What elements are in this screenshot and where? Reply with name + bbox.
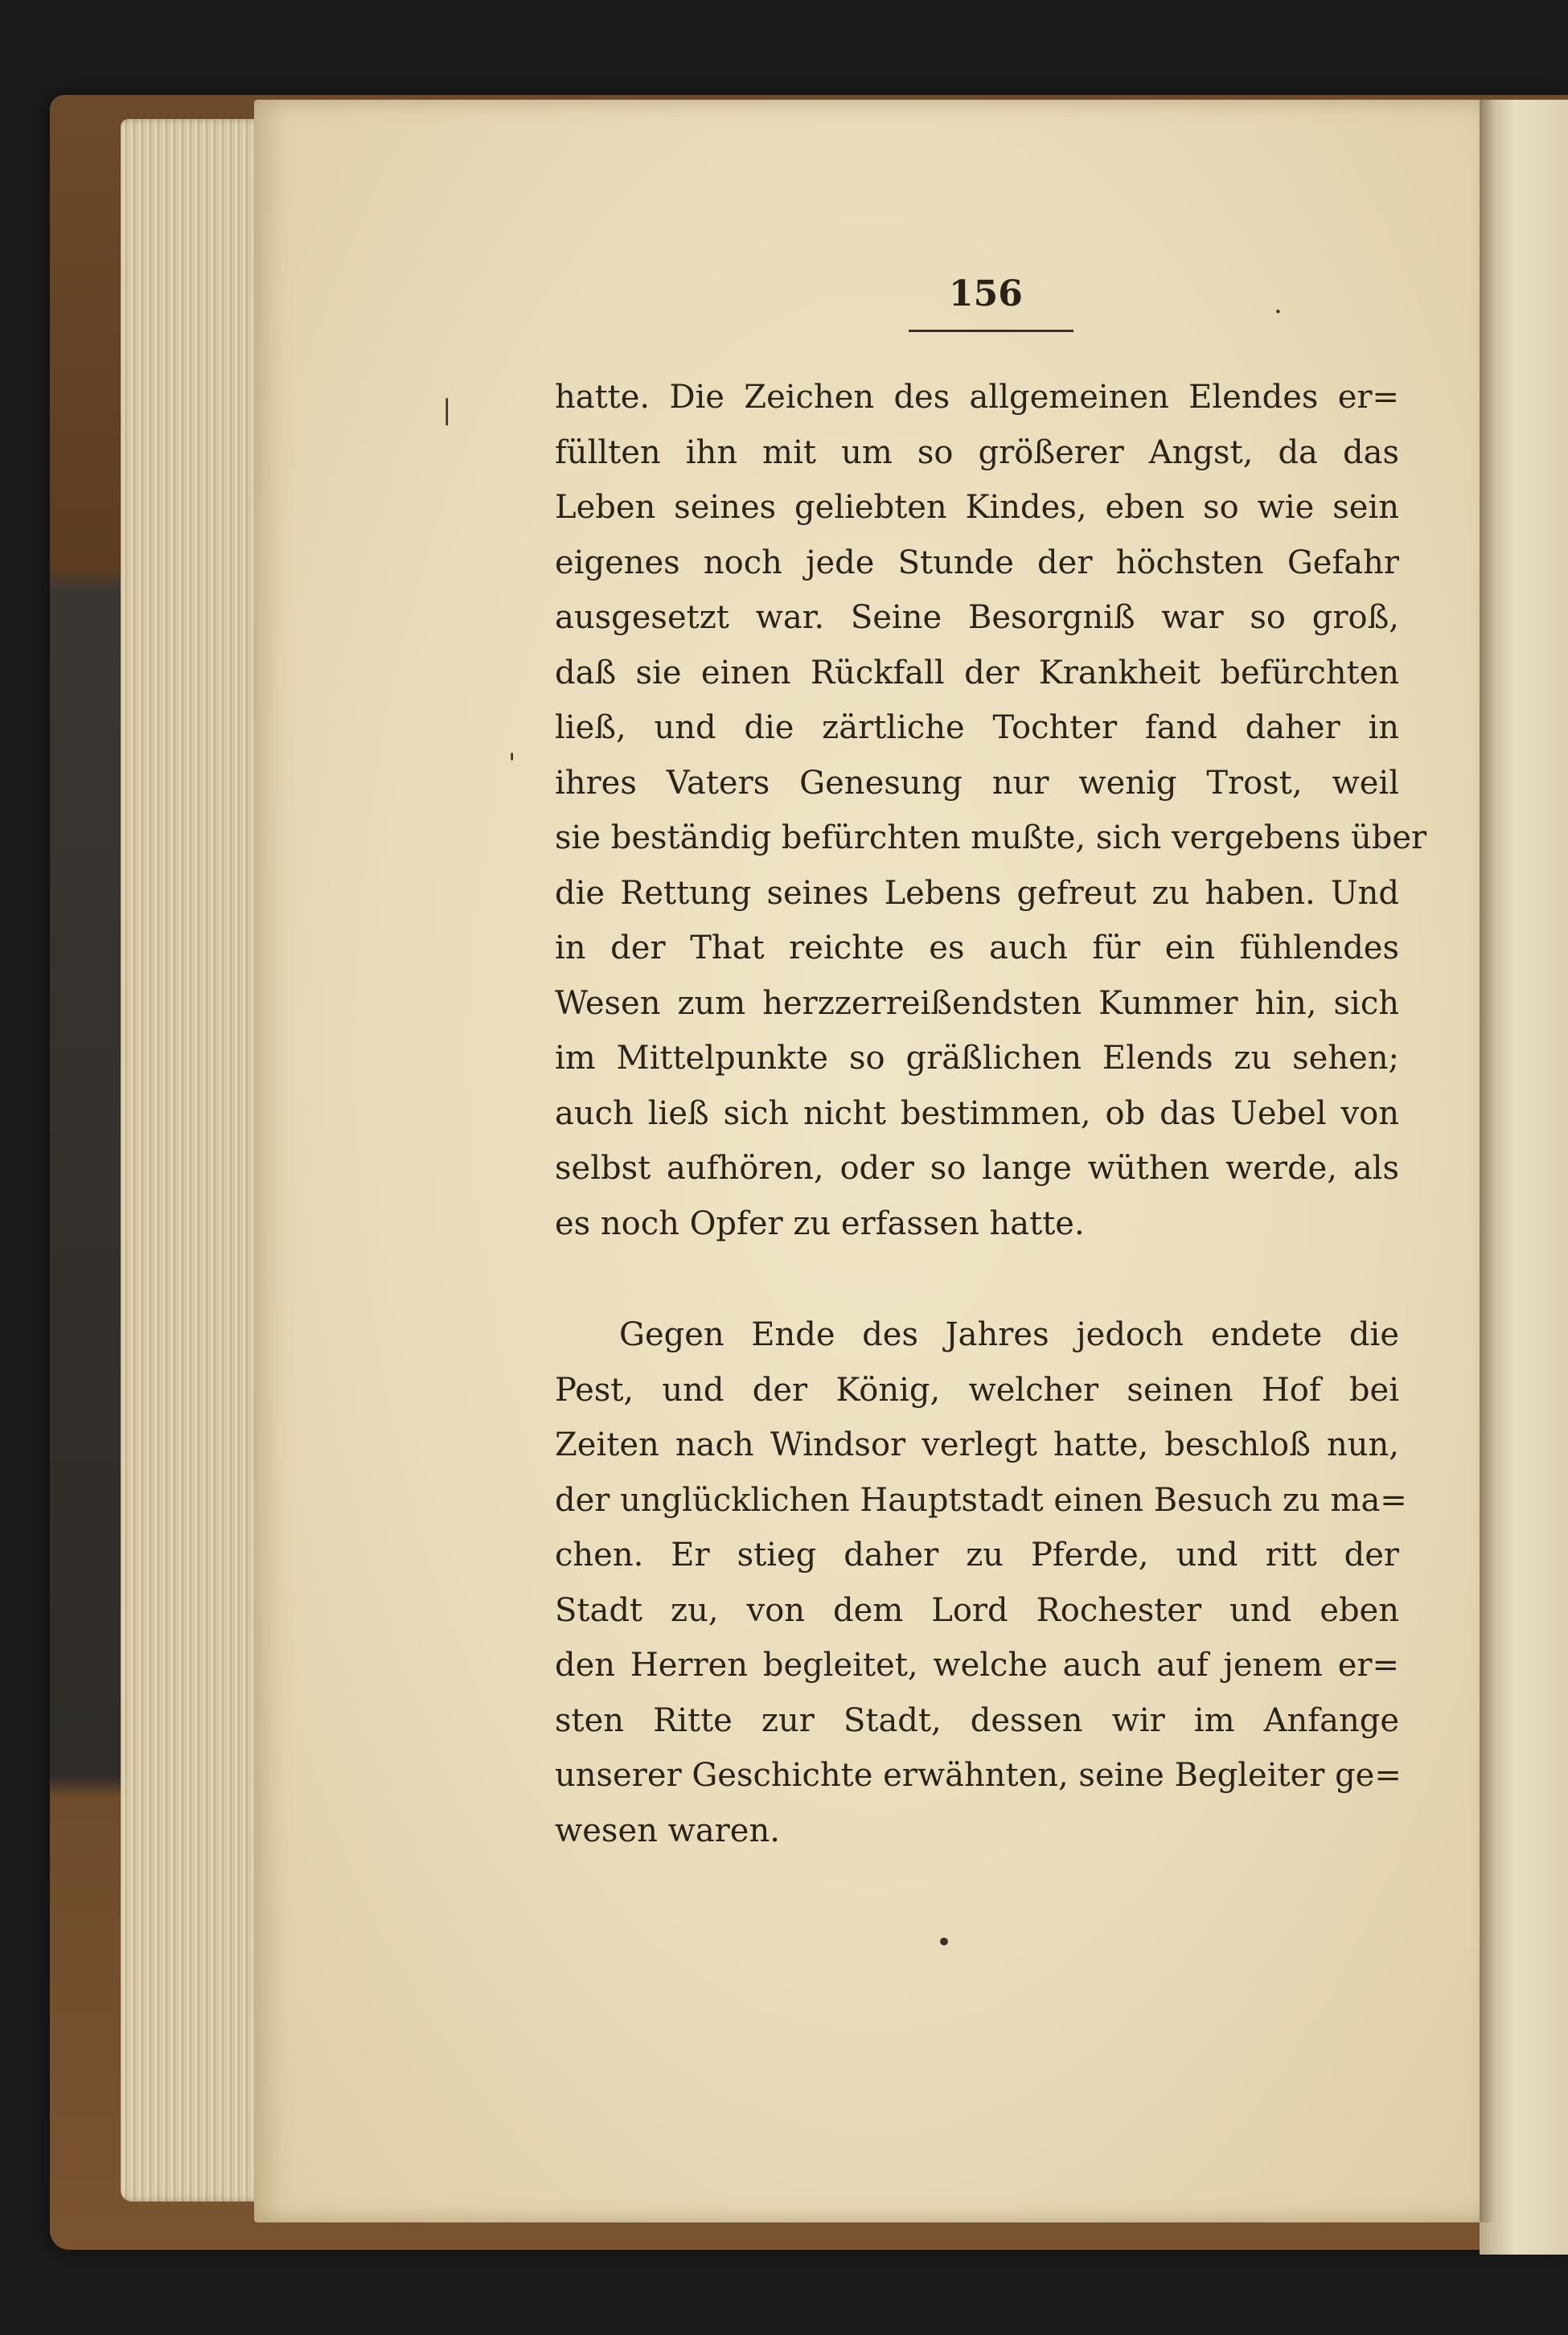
paragraph-break — [555, 1251, 1399, 1307]
text-line: hatte. Die Zeichen des allgemeinen Elendes er= — [555, 379, 1399, 416]
text-line: eigenes noch jede Stunde der höchsten Gefahr — [555, 544, 1399, 581]
text-line: der unglücklichen Hauptstadt einen Besuch zu ma= — [555, 1481, 1407, 1519]
margin-mark: ' — [508, 748, 516, 780]
text-line: auch ließ sich nicht bestimmen, ob das Uebel von — [555, 1094, 1399, 1132]
text-line: Gegen Ende des Jahres jedoch endete die — [619, 1316, 1399, 1353]
text-line: den Herren begleitet, welche auch auf jenem er= — [555, 1647, 1399, 1684]
text-line: sten Ritte zur Stadt, dessen wir im Anfange — [555, 1701, 1399, 1739]
text-line: Stadt zu, von dem Lord Rochester und eben — [555, 1591, 1399, 1629]
text-line: Pest, und der König, welcher seinen Hof bei — [555, 1371, 1399, 1409]
text-line: wesen waren. — [555, 1812, 780, 1849]
page-number-rule — [909, 330, 1073, 332]
text-line: Wesen zum herzzerreißendsten Kummer hin, sich — [555, 984, 1399, 1022]
text-line: Zeiten nach Windsor verlegt hatte, beschloß nun, — [555, 1426, 1399, 1463]
text-line: füllten ihn mit um so größerer Angst, da das — [555, 433, 1399, 471]
body-text — [555, 370, 1427, 1858]
text-line: ausgesetzt war. Seine Besorgniß war so groß, — [555, 599, 1399, 636]
text-line: im Mittelpunkte so gräßlichen Elends zu sehen; — [555, 1040, 1399, 1077]
text-line: in der That reichte es auch für ein fühlendes — [555, 929, 1399, 966]
margin-mark: . — [1274, 288, 1283, 320]
text-line: ihres Vaters Genesung nur wenig Trost, weil — [555, 764, 1399, 802]
text-line: es noch Opfer zu erfassen hatte. — [555, 1204, 1085, 1242]
text-line: die Rettung seines Lebens gefreut zu haben. Und — [555, 874, 1399, 912]
text-line: daß sie einen Rückfall der Krankheit befürchten — [555, 654, 1399, 691]
gutter-shadow — [1480, 100, 1494, 2222]
page-number: 156 — [949, 273, 1023, 314]
text-line: unserer Geschichte erwähnten, seine Begleiter ge= — [555, 1757, 1402, 1794]
text-line: ließ, und die zärtliche Tochter fand daher in — [555, 709, 1399, 746]
margin-mark: | — [442, 394, 452, 426]
text-line: Leben seines geliebten Kindes, eben so wie sein — [555, 489, 1399, 526]
page-edges — [121, 119, 265, 2202]
margin-mark: • — [936, 1927, 953, 1959]
text-line: selbst aufhören, oder so lange wüthen werde, als — [555, 1150, 1399, 1187]
text-line: chen. Er stieg daher zu Pferde, und ritt der — [555, 1537, 1399, 1574]
text-line: sie beständig befürchten mußte, sich vergebens über — [555, 819, 1427, 856]
